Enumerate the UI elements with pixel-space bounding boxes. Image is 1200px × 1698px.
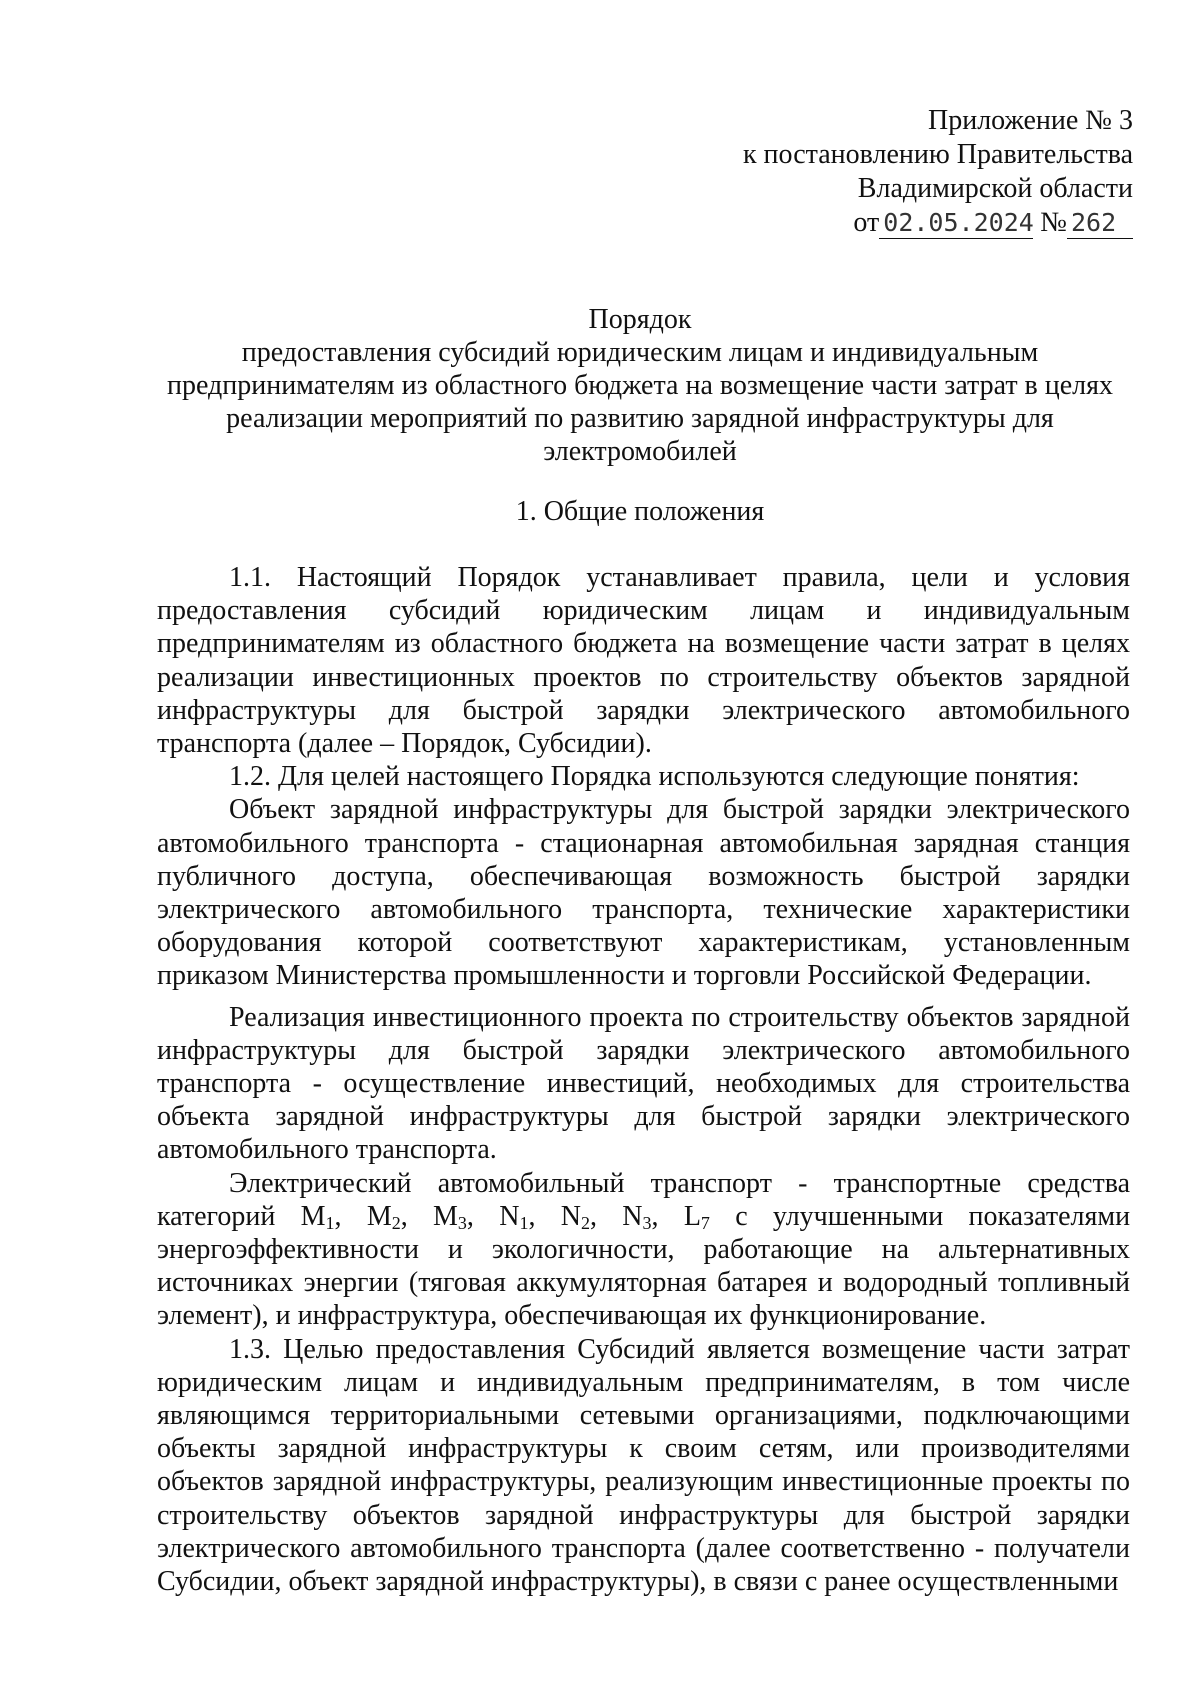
title-line: предоставления субсидий юридическим лицам и индивидуальным bbox=[241, 337, 1039, 368]
paragraph-1-1: 1.1. Настоящий Порядок устанавливает правила, цели и условия предоставления субсидий юридическим лицам и индивидуальным предпринимателям из областного бюджета на возмещение части затрат в целях реализации инвестиционных проектов по строительству объектов зарядной инфраструктуры для быстрой зарядки электрического автомобильного транспорта (далее – Порядок, Субсидии). bbox=[157, 562, 1130, 760]
vehicle-category bbox=[499, 1201, 528, 1232]
category-letter: M bbox=[366, 1200, 392, 1232]
vehicle-category bbox=[433, 1201, 467, 1232]
resolution-number: 262 bbox=[1067, 208, 1133, 239]
region-name: Владимирской области bbox=[857, 173, 1133, 204]
appendix-number: Приложение № 3 bbox=[928, 105, 1133, 136]
vehicle-category-list: $M_1$, $M_2$, $M_3$, $N_1$, $N_2$, $N_3$, $L_7$ bbox=[300, 1200, 710, 1233]
category-letter: N bbox=[622, 1200, 643, 1232]
category-letter: M bbox=[300, 1200, 326, 1232]
category-subscript: 7 bbox=[700, 1212, 710, 1233]
category-letter: L bbox=[683, 1200, 701, 1232]
definition-investment-project: Реализация инвестиционного проекта по строительству объектов зарядной инфраструктуры для быстрой зарядки электрического автомобильного транспорта - осуществление инвестиций, необходимых для строительства объекта зарядной инфраструктуры для быстрой зарядки электрического автомобильного транспорта. bbox=[157, 1001, 1130, 1166]
date-number-line bbox=[743, 206, 1133, 240]
category-subscript: 2 bbox=[580, 1212, 590, 1233]
paragraph-1-2: 1.2. Для целей настоящего Порядка используются следующие понятия: bbox=[229, 761, 1080, 793]
category-subscript: 1 bbox=[325, 1212, 335, 1233]
definition-charging-object: Объект зарядной инфраструктуры для быстрой зарядки электрического автомобильного транспорта - стационарная автомобильная зарядная станция публичного доступа, обеспечивающая возможность быстрой зарядки электрического автомобильного транспорта, технические характеристики оборудования которой соответствуют характеристикам, установленным приказом Министерства промышленности и торговли Российской Федерации. bbox=[157, 794, 1130, 992]
category-letter: N bbox=[499, 1200, 520, 1232]
resolution-reference: к постановлению Правительства bbox=[742, 139, 1133, 170]
vehicle-category bbox=[561, 1201, 590, 1232]
vehicle-category bbox=[684, 1201, 710, 1232]
paragraph-1-3: 1.3. Целью предоставления Субсидий является возмещение части затрат юридическим лицам и индивидуальным предпринимателям, в том числе являющимся территориальными сетевыми организациями, подключающими объекты зарядной инфраструктуры к своим сетям, или производителями объектов зарядной инфраструктуры, реализующим инвестиционные проекты по строительству объектов зарядной инфраструктуры для быстрой зарядки электрического автомобильного транспорта (далее соответственно - получатели Субсидии, объект зарядной инфраструктуры), в связи с ранее осуществленными bbox=[157, 1333, 1130, 1598]
document-body bbox=[157, 561, 1130, 1598]
category-subscript: 1 bbox=[519, 1212, 529, 1233]
category-subscript: 3 bbox=[642, 1212, 652, 1233]
number-prefix: № bbox=[1040, 207, 1067, 238]
appendix-header bbox=[743, 104, 1133, 240]
category-letter: M bbox=[433, 1200, 458, 1232]
resolution-date: 02.05.2024 bbox=[879, 208, 1033, 239]
title-line: реализации мероприятий по развитию зарядной инфраструктуры для bbox=[226, 403, 1054, 434]
category-subscript: 2 bbox=[391, 1212, 401, 1233]
category-subscript: 3 bbox=[457, 1212, 467, 1233]
vehicle-category bbox=[367, 1201, 401, 1232]
title-line: электромобилей bbox=[543, 436, 737, 467]
ev-definition-end: с улучшенными показателями энергоэффективности и экологичности, работающие на альтернативных источниках энергии (тяговая аккумуляторная батарея и водородный топливный элемент), и инфраструктура, обеспечивающая их функционирование. bbox=[157, 1200, 1131, 1332]
vehicle-category bbox=[622, 1201, 651, 1232]
vehicle-category bbox=[301, 1201, 335, 1232]
category-letter: N bbox=[560, 1200, 581, 1232]
document-title bbox=[150, 303, 1130, 468]
section-heading: 1. Общие положения bbox=[515, 496, 765, 527]
definition-electric-transport bbox=[157, 1167, 1130, 1333]
title-line: предпринимателям из областного бюджета на возмещение части затрат в целях bbox=[166, 370, 1114, 401]
date-prefix: от bbox=[853, 207, 880, 238]
ev-definition-start: Электрический автомобильный транспорт - транспортные средства категорий bbox=[157, 1167, 1130, 1232]
title-heading: Порядок bbox=[588, 304, 692, 335]
